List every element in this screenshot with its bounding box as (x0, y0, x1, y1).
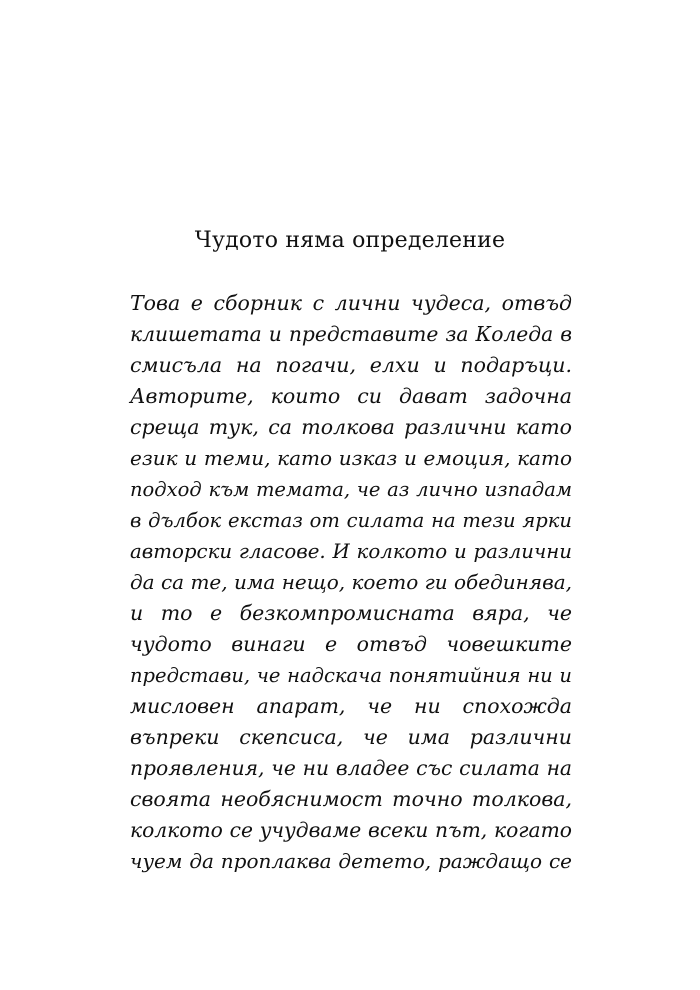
text-line: подход към темата, че аз лично изпадам (130, 478, 572, 501)
text-line: представи, че надскача понятийния ни и (130, 664, 572, 687)
text-line: своята необяснимост точно толкова, (130, 787, 572, 811)
text-line: Авторите, които си дават задочна (130, 384, 572, 408)
text-line: да са те, има нещо, което ги обединява, (130, 570, 572, 594)
chapter-title: Чудото няма определение (194, 228, 506, 253)
text-line: клишетата и представите за Коледа в (130, 322, 572, 346)
text-line: език и теми, като изказ и емоция, като (130, 446, 572, 470)
text-line: авторски гласове. И колкото и различни (130, 540, 572, 563)
text-line: проявления, че ни владее със силата на (130, 756, 572, 780)
text-line: смисъла на погачи, елхи и подаръци. (130, 353, 572, 377)
text-line: в дълбок екстаз от силата на тези ярки (130, 509, 572, 532)
text-line: Това е сборник с лични чудеса, отвъд (130, 291, 572, 315)
text-line: въпреки скепсиса, че има различни (130, 725, 572, 749)
text-line: и то е безкомпромисната вяра, че (130, 601, 572, 625)
text-line: колкото се учудваме всеки път, когато (130, 818, 572, 842)
text-line: среща тук, са толкова различни като (130, 415, 572, 439)
body-paragraph (130, 288, 572, 877)
text-line: чудото винаги е отвъд човешките (130, 632, 572, 656)
text-line: мисловен апарат, че ни спохожда (130, 694, 572, 718)
text-line: чуем да проплаква детето, раждащо се (130, 849, 572, 873)
